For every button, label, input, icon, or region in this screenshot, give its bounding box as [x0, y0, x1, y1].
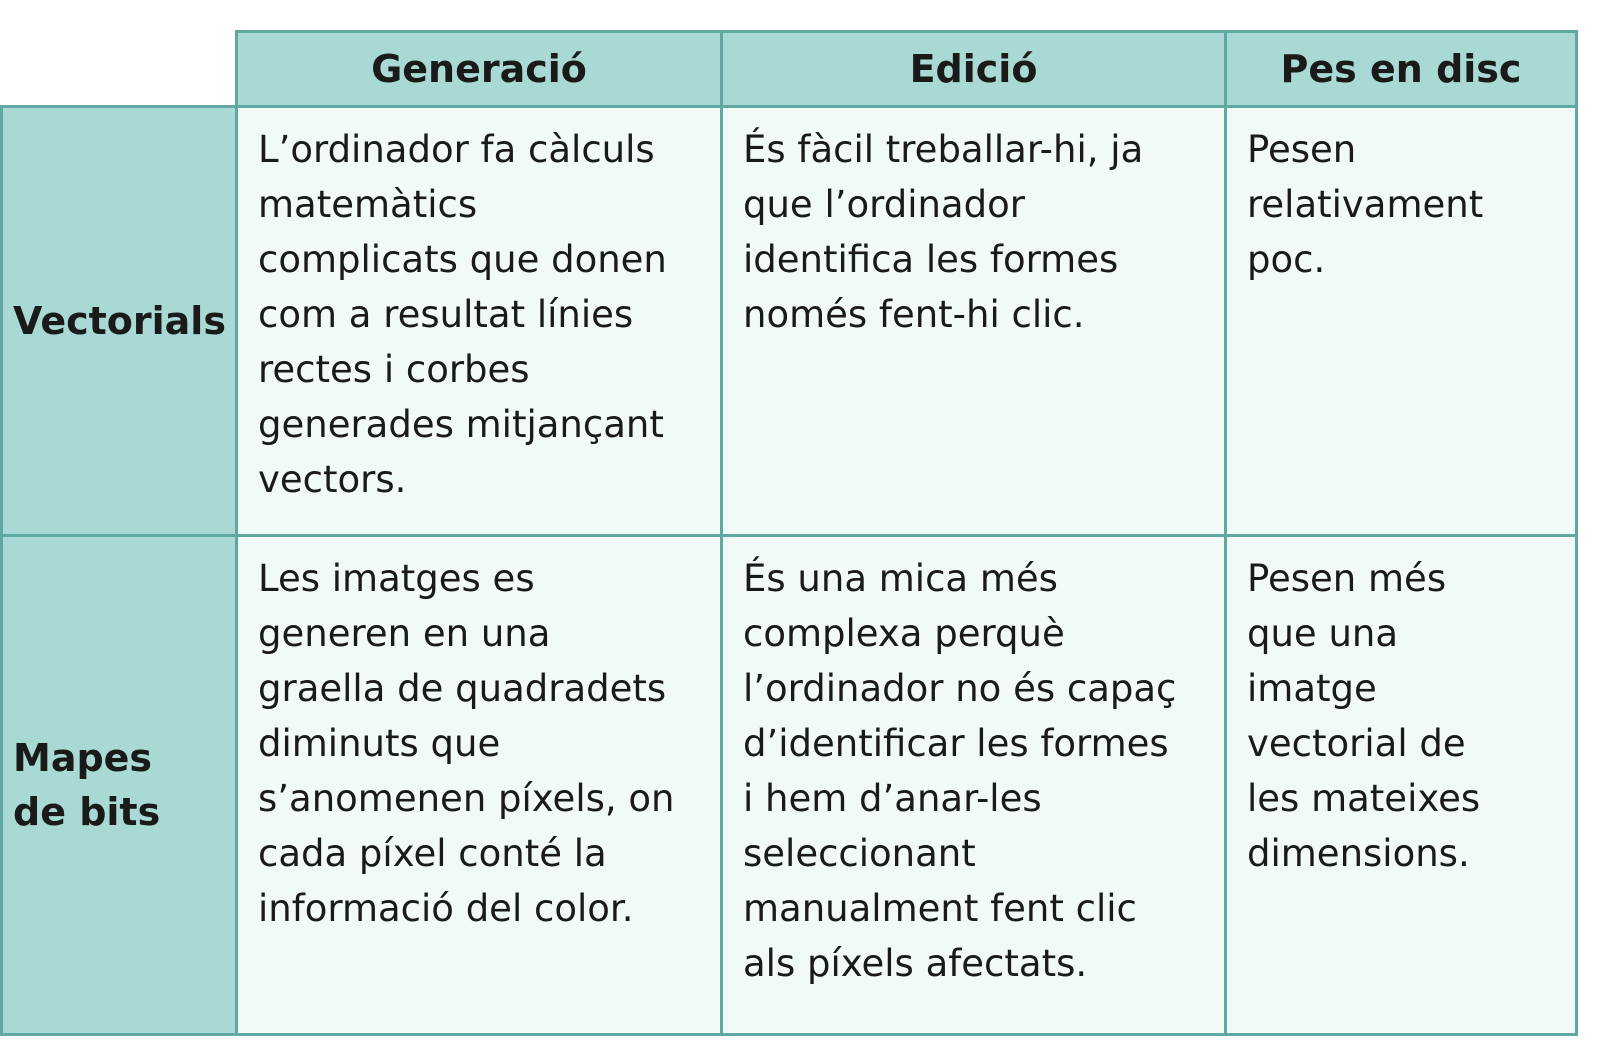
row-header-vectorials [0, 105, 238, 537]
table-cell: L’ordinador fa càlculs matemàtics complicats que donen com a resultat línies rectes i corbes generades mitjançant vectors. [235, 105, 723, 537]
table-cell: Pesen relativament poc. [1224, 105, 1578, 537]
row-label: Vectorials [13, 299, 226, 343]
row-header-mapes-de-bits [0, 534, 238, 1036]
column-header-edicio: Edició [720, 30, 1227, 108]
column-header-pes-en-disc: Pes en disc [1224, 30, 1578, 108]
table-cell: Les imatges es generen en una graella de quadradets diminuts que s’anomenen píxels, on cada píxel conté la informació del color. [235, 534, 723, 1036]
table-cell: És una mica més complexa perquè l’ordinador no és capaç d’identificar les formes i hem d’anar-les seleccionant manualment fent clic als píxels afectats. [720, 534, 1227, 1036]
table-cell: Pesen més que una imatge vectorial de les mateixes dimensions. [1224, 534, 1578, 1036]
column-header-generacio: Generació [235, 30, 723, 108]
row-label: Mapes de bits [13, 736, 161, 834]
table-cell: És fàcil treballar-hi, ja que l’ordinador identifica les formes només fent-hi clic. [720, 105, 1227, 537]
